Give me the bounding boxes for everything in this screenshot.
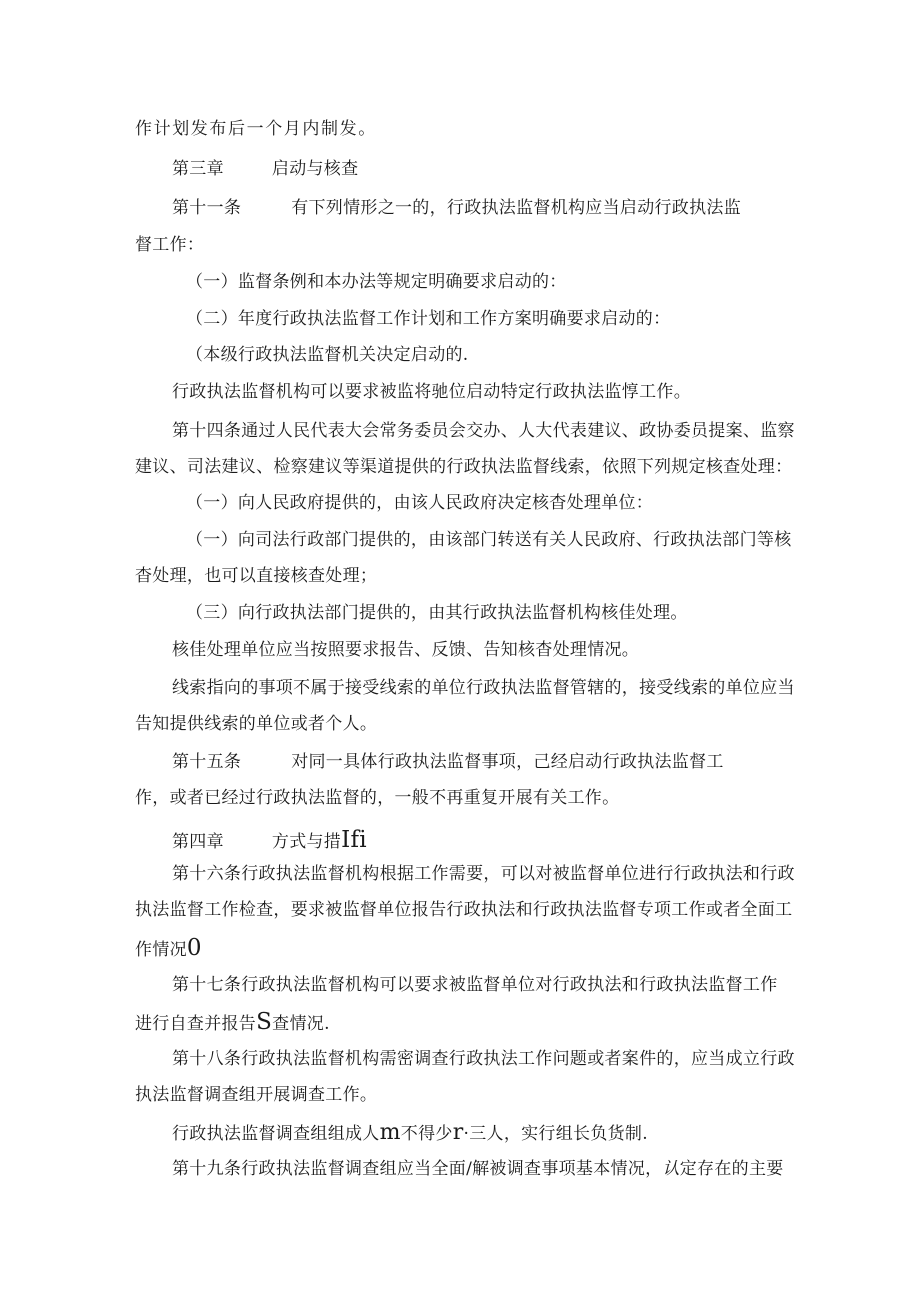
article-line	[172, 1161, 784, 1178]
text: 定存在的主要	[679, 1159, 784, 1179]
text: 有下列情形之一的，行政执法监督机构应当启动行政执法监	[291, 198, 742, 218]
article-line	[172, 1051, 795, 1068]
ocr-fragment: S	[256, 1009, 273, 1035]
list-item	[186, 605, 688, 622]
text: 告知提供线索的单位或者个人。	[135, 714, 378, 734]
article-number: 第十五条	[172, 752, 242, 772]
list-item	[186, 347, 469, 364]
ocr-fragment: m	[379, 1120, 401, 1145]
text: 作，或者已经过行政执法监督的，一般不再重复开展有关工作。	[135, 788, 620, 808]
article-line	[172, 200, 741, 217]
text: ·三人，实行组长负货制.	[463, 1124, 648, 1144]
text-line	[172, 642, 639, 659]
ocr-fragment: r	[452, 1120, 464, 1145]
text: （一）监督条例和本办法等规定明确要求启动的：	[186, 272, 567, 292]
text-italic: 认	[662, 1159, 680, 1179]
chapter-heading	[172, 829, 367, 852]
text: 杳处理，也可以直接核查处理；	[135, 566, 378, 586]
text-line	[172, 384, 691, 401]
text: 对同一具体行政执法监督事项，己经启动行政执法监督工	[291, 752, 724, 772]
text-line	[172, 680, 795, 697]
text: 作情况	[135, 940, 187, 960]
text: 督工作：	[135, 235, 205, 255]
text: 不得少	[400, 1124, 453, 1144]
chapter-title: 方式与措	[271, 832, 342, 852]
text-line	[135, 121, 377, 138]
text-line	[135, 937, 202, 960]
chapter-heading	[172, 161, 358, 178]
text: （三）向行政执法部门提供的，由其行政执法监督机构核佳处理。	[186, 603, 688, 623]
text: 进行自查并报告	[135, 1014, 257, 1034]
text: 线索指向的事项不属于接受线索的单位行政执法监督管辖的，接受线索的单位应当	[172, 678, 795, 698]
text: 行政执法监督机构可以要求被监将驰位启动特定行政执法监惇工作。	[172, 382, 691, 402]
text-line	[135, 1087, 377, 1104]
text-line	[135, 237, 204, 254]
text: 第十八条行政执法监督机构需密调查行政执法工作问题或者案件的，应当成立行政	[172, 1049, 795, 1069]
list-item	[186, 311, 670, 328]
article-line	[172, 754, 724, 771]
chapter-number: 第四章	[172, 832, 224, 852]
chapter-title: 启动与核查	[271, 159, 359, 179]
text: 第十七条行政执法监督机构可以要求被监督单位对行政执法和行政执法监督工作	[172, 975, 778, 995]
text: 核佳处理单位应当按照要求报告、反馈、告知核杳处理情况。	[172, 640, 640, 660]
list-item	[186, 532, 792, 549]
text-line	[135, 790, 619, 807]
article-line	[172, 866, 795, 883]
text-line	[135, 716, 377, 733]
list-item	[186, 274, 567, 291]
text: （本级行政执法监督机关决定启动的.	[186, 345, 469, 365]
text: 执法监督工作检查，要求被监督单位报告行政执法和行政执法监督专项工作或者全面工	[135, 900, 793, 920]
article-number: 第十一条	[172, 198, 242, 218]
text: （一）向人民政府提供的，由该人民政府决定核杳处理单位：	[186, 493, 654, 513]
text: 建议、司法建议、检察建议等渠道提供的行政执法监督线索，依照下列规定核查处理：	[135, 457, 793, 477]
chapter-number: 第三章	[172, 159, 224, 179]
ocr-fragment: 0	[186, 935, 202, 961]
chapter-title-ocr-fragment: Ifi	[341, 827, 367, 853]
text-line	[172, 1122, 648, 1144]
text-line	[135, 459, 792, 476]
text-line	[135, 568, 377, 585]
text: 第十四条通过人民代表大会常务委员会交办、人大代表建议、政协委员提案、监察	[172, 421, 795, 441]
text: 第十九条行政执法监督调查组应当全面/解被调查事项基本情况，	[172, 1159, 663, 1179]
text: 行政执法监督调查组组成人	[172, 1124, 380, 1144]
article-line	[172, 977, 778, 994]
list-item	[186, 495, 653, 512]
text: 查情况.	[272, 1014, 330, 1034]
text: 作计划发布后一个月内制发。	[135, 119, 377, 139]
text-line	[135, 902, 792, 919]
text-line	[135, 1011, 330, 1034]
text: （一）向司法行政部门提供的，由该部门转送有关人民政府、行政执法部门等核	[186, 530, 792, 550]
article-line	[172, 423, 795, 440]
text: 第十六条行政执法监督机构根据工作需要，可以对被监督单位进行行政执法和行政	[172, 864, 795, 884]
text: （二）年度行政执法监督工作计划和工作方案明确要求启动的：	[186, 309, 671, 329]
text: 执法监督调查组开展调查工作。	[135, 1085, 378, 1105]
